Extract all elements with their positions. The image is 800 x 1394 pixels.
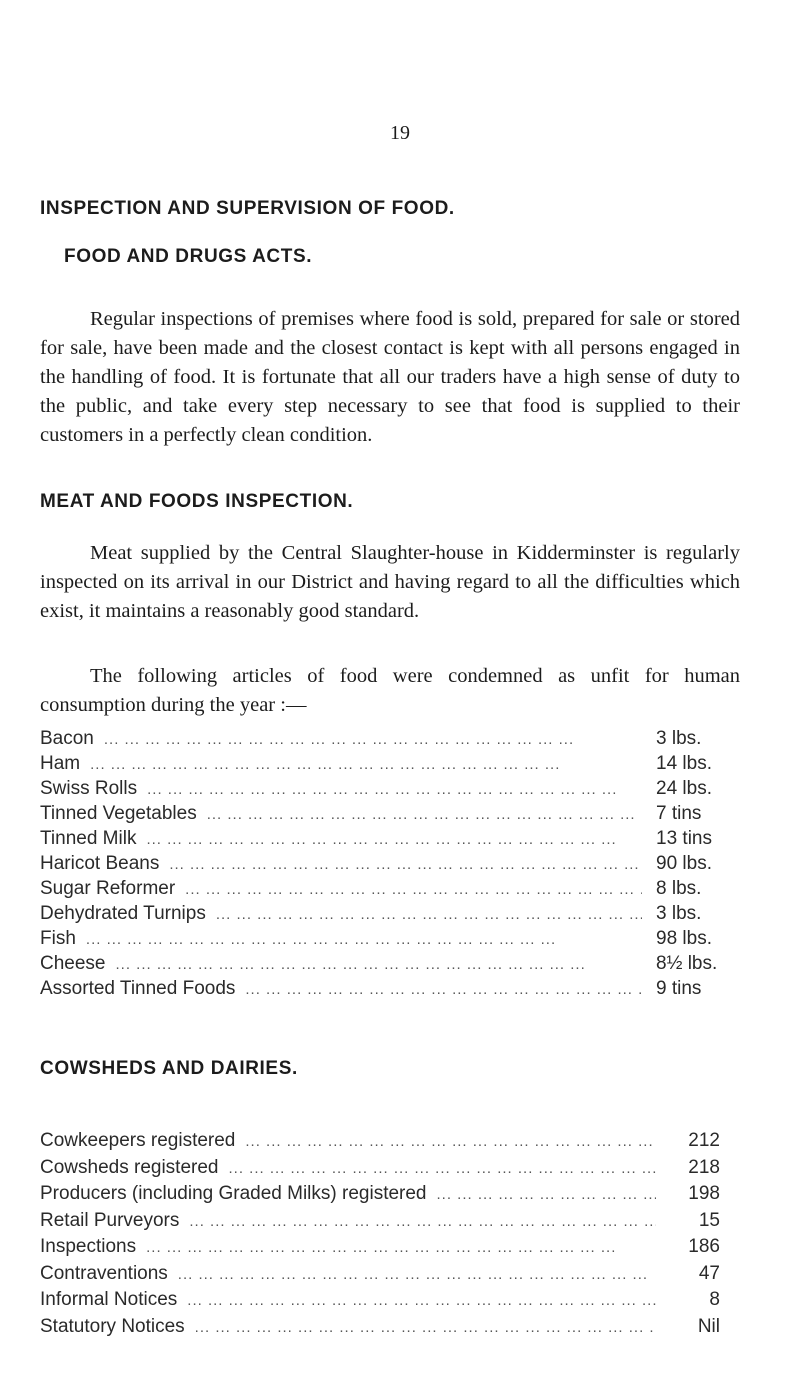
section-heading-meat-inspection: MEAT AND FOODS INSPECTION. (40, 491, 354, 512)
leader-dots (187, 1292, 656, 1309)
item-label: Fish (40, 928, 76, 949)
list-item (40, 1183, 720, 1210)
leader-dots (207, 806, 642, 823)
item-label: Sugar Reformer (40, 878, 176, 899)
leader-dots (104, 731, 642, 748)
list-item (40, 1316, 720, 1343)
item-amount: 8½ lbs. (656, 953, 718, 974)
item-label: Ham (40, 753, 81, 774)
item-label: Inspections (40, 1236, 137, 1257)
list-item (40, 753, 720, 778)
item-amount: 9 tins (656, 978, 702, 999)
leader-dots (216, 906, 642, 923)
item-label: Informal Notices (40, 1289, 178, 1310)
list-item (40, 1210, 720, 1237)
leader-dots (437, 1186, 657, 1203)
item-value: Nil (697, 1315, 720, 1337)
item-label: Cowkeepers registered (40, 1130, 236, 1151)
item-label: Tinned Milk (40, 828, 137, 849)
item-label: Swiss Rolls (40, 778, 138, 799)
leader-dots (245, 981, 642, 998)
subheading-food-drugs-acts: FOOD AND DRUGS ACTS. (64, 246, 313, 267)
section-heading-inspection: INSPECTION AND SUPERVISION OF FOOD. (40, 198, 455, 219)
item-label: Cheese (40, 953, 106, 974)
leader-dots (86, 931, 642, 948)
item-amount: 98 lbs. (656, 928, 712, 949)
item-amount: 24 lbs. (656, 778, 712, 799)
list-item (40, 728, 720, 753)
paragraph-meat-supply: Meat supplied by the Central Slaughter-house in Kidderminster is regularly inspected on its arrival in our District and having regard to all the difficulties which exist, it maintains a reasonably good standard. (40, 542, 740, 622)
list-item (40, 1130, 720, 1157)
item-value: 8 (709, 1289, 720, 1310)
item-value: 47 (698, 1262, 720, 1284)
leader-dots (90, 756, 642, 773)
item-value: 186 (688, 1236, 720, 1257)
item-value: 218 (688, 1156, 720, 1178)
leader-dots (185, 881, 642, 898)
item-amount: 8 lbs. (656, 878, 702, 899)
list-item (40, 953, 720, 978)
item-label: Assorted Tinned Foods (40, 978, 236, 999)
item-amount: 3 lbs. (656, 903, 702, 924)
leader-dots (228, 1160, 656, 1177)
paragraph-condemned-intro: The following articles of food were condemned as unfit for human consumption during the year :— (40, 665, 740, 716)
item-label: Dehydrated Turnips (40, 903, 206, 924)
item-label: Statutory Notices (40, 1315, 185, 1337)
list-item (40, 803, 720, 828)
item-amount: 14 lbs. (656, 753, 712, 774)
leader-dots (245, 1133, 656, 1150)
item-label: Cowsheds registered (40, 1156, 219, 1178)
item-value: 212 (688, 1130, 720, 1151)
item-label: Producers (including Graded Milks) registered (40, 1183, 427, 1204)
item-amount: 3 lbs. (656, 728, 702, 749)
condemned-food-list (40, 728, 720, 1003)
leader-dots (195, 1319, 656, 1336)
list-item (40, 878, 720, 903)
leader-dots (146, 831, 642, 848)
list-item (40, 928, 720, 953)
item-label: Bacon (40, 728, 94, 749)
leader-dots (169, 856, 642, 873)
item-amount: 13 tins (656, 828, 712, 849)
leader-dots (147, 781, 642, 798)
list-item (40, 828, 720, 853)
list-item (40, 978, 720, 1003)
section-heading-cowsheds: COWSHEDS AND DAIRIES. (40, 1058, 298, 1079)
item-label: Retail Purveyors (40, 1209, 180, 1231)
item-label: Haricot Beans (40, 853, 160, 874)
item-value: 198 (688, 1183, 720, 1204)
list-item (40, 1157, 720, 1184)
list-item (40, 1236, 720, 1263)
list-item (40, 903, 720, 928)
item-label: Contraventions (40, 1262, 168, 1284)
item-amount: 90 lbs. (656, 853, 712, 874)
leader-dots (178, 1266, 656, 1283)
page-number: 19 (390, 122, 410, 144)
leader-dots (146, 1239, 656, 1256)
leader-dots (116, 956, 643, 973)
list-item (40, 778, 720, 803)
list-item (40, 853, 720, 878)
item-label: Tinned Vegetables (40, 803, 197, 824)
list-item (40, 1263, 720, 1290)
list-item (40, 1289, 720, 1316)
cowsheds-dairies-list (40, 1130, 720, 1342)
item-amount: 7 tins (656, 803, 702, 824)
item-value: 15 (698, 1209, 720, 1231)
leader-dots (189, 1213, 656, 1230)
paragraph-inspections: Regular inspections of premises where food is sold, prepared for sale or stored for sale, have been made and the closest contact is kept with all persons engaged in the handling of food. It is fortunate that all our traders have a high sense of duty to the public, and take every step necessary to see that food is supplied to their customers in a perfectly clean condition. (40, 308, 740, 446)
